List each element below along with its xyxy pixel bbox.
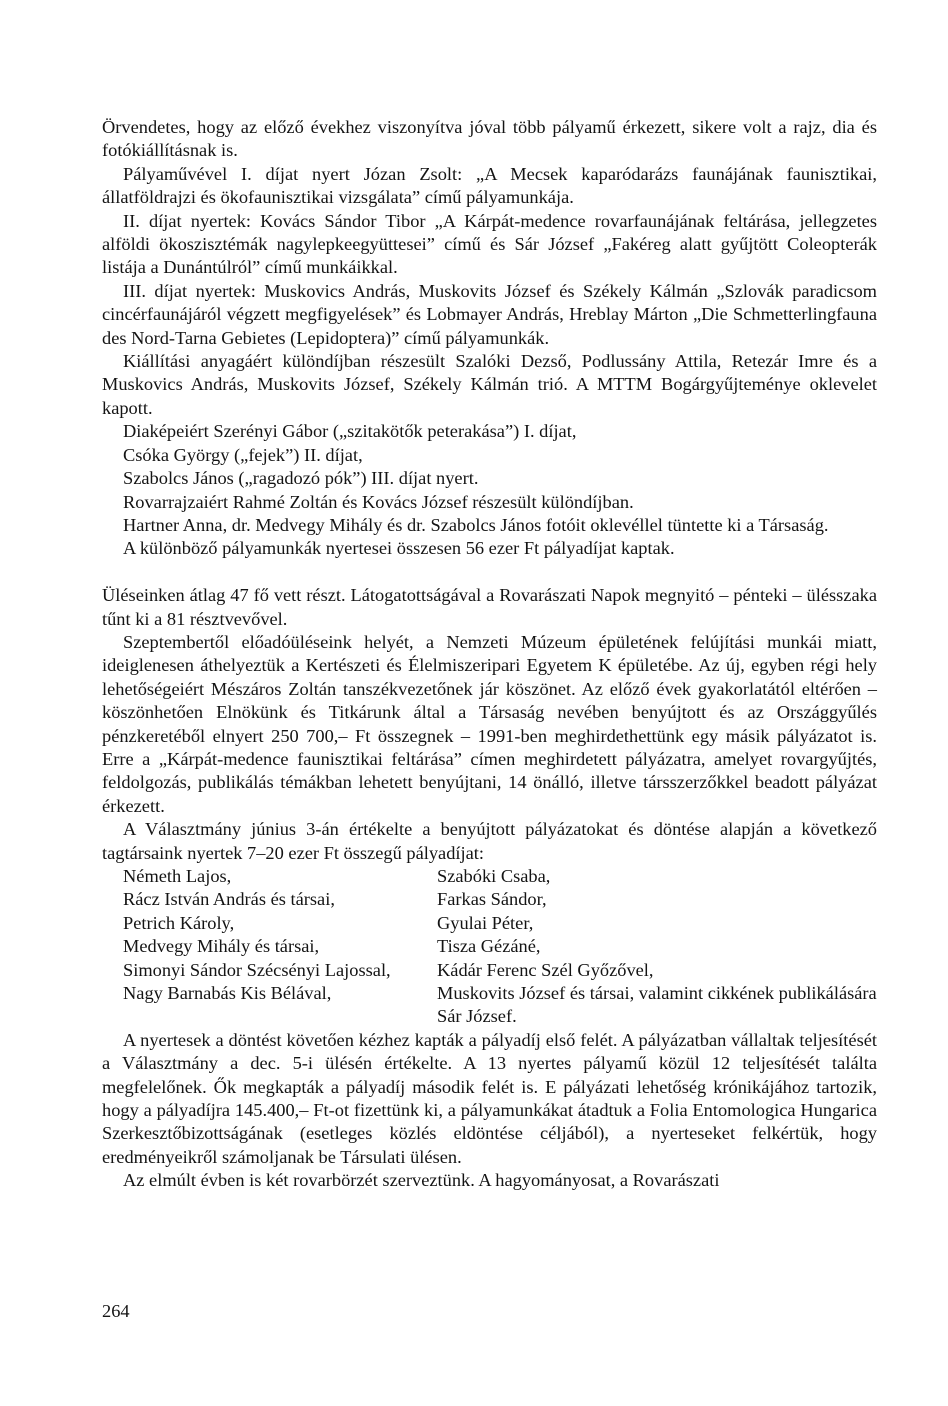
paragraph: Rovarrajzaiért Rahmé Zoltán és Kovács József részesült különdíjban. xyxy=(123,491,634,512)
winner-name-left: Medvegy Mihály és társai, xyxy=(123,936,320,957)
winners-list xyxy=(102,865,877,1029)
winner-name-left: Németh Lajos, xyxy=(123,865,232,886)
paragraph: Pályaművével I. díjat nyert Józan Zsolt: „A Mecsek kaparódarázs faunájának faunisztikai, állatföldrajzi és ökofaunisztikai vizsgálata” című pályamunkája. xyxy=(102,163,877,208)
winner-name-left: Rácz István András és társai, xyxy=(123,889,335,910)
winner-name-left: Petrich Károly, xyxy=(123,912,235,933)
grant-followup-section xyxy=(102,1029,877,1193)
section-gap xyxy=(102,561,877,584)
winner-row xyxy=(102,912,877,935)
winner-name-right: Szabóki Csaba, xyxy=(437,865,551,886)
paragraph: Szeptembertől előadóüléseink helyét, a Nemzeti Múzeum épületének felújítási munkái miatt, ideiglenesen áthelyeztük a Kertészeti és Élelmiszeripari Egyetem K épületébe. Az új, egyben régi hely lehetőségeiért Mészáros Zoltán tanszékvezetőnek jár köszönet. Az előző évek gyakorlatától eltérően – köszönhetően Elnökünk és Titkárunk által a Társaság nevében benyújtott és az Országgyűlés pénzkeretéből elnyert 250 700,– Ft összegnek – 1991-ben meghirdethettünk egy másik pályázatot is. Erre a „Kárpát-medence faunisztikai feltárása” címen meghirdetett pályázatra, amelyet rovargyűjtés, feldolgozás, publikálás témákban lehetett benyújtani, 14 önálló, illetve társszerzőkkel beadott pályázat érkezett. xyxy=(102,631,877,816)
winner-name-left: Nagy Barnabás Kis Bélával, xyxy=(123,983,332,1004)
winner-row xyxy=(102,935,877,958)
winner-name-right: Gyulai Péter, xyxy=(437,912,534,933)
winner-row xyxy=(102,959,877,982)
paragraph: A Választmány június 3-án értékelte a benyújtott pályázatokat és döntése alapján a következő tagtársaink nyertek 7–20 ezer Ft összegű pályadíjat: xyxy=(102,819,877,863)
paragraph: A nyertesek a döntést követően kézhez kapták a pályadíj első felét. A pályázatban vállaltak teljesítését a Választmány a dec. 5-i ülésén értékelte. A 13 nyertes pályamű közül 12 teljesítését találta megfelelőnek. Ők megkapták a pályadíj második felét is. E pályázati lehetőség krónikájához tartozik, hogy a pályadíjra 145.400,– Ft-ot fizettünk ki, a pályamunkákat átadtuk a Folia Entomologica Hungarica Szerkesztőbizottságának (esetleges közlés eldöntése céljából), a nyerteseket felkértük, hogy eredményeikről számoljanak be Társulati ülésen. xyxy=(102,1029,877,1167)
page-number: 264 xyxy=(102,1301,130,1321)
meetings-section xyxy=(102,584,877,865)
winner-name-left: Simonyi Sándor Szécsényi Lajossal, xyxy=(123,959,391,980)
winner-row xyxy=(102,865,877,888)
paragraph: Kiállítási anyagáért különdíjban részesült Szalóki Dezső, Podlussány Attila, Retezár Imre és a Muskovics András, Muskovits József, Székely Kálmán trió. A MTTM Bogárgyűjteménye oklevelet kapott. xyxy=(102,351,877,418)
winner-name-right: Muskovits József és társai, valamint cikkének publikálására Sár József. xyxy=(437,983,877,1027)
winner-name-right: Farkas Sándor, xyxy=(437,889,547,910)
paragraph: Csóka György („fejek”) II. díjat, xyxy=(123,444,363,465)
paragraph: Örvendetes, hogy az előző évekhez viszonyítva jóval több pályamű érkezett, sikere volt a rajz, dia és fotókiállításnak is. xyxy=(102,117,877,161)
paragraph: Szabolcs János („ragadozó pók”) III. díjat nyert. xyxy=(123,468,479,489)
winner-name-right: Tisza Gézáné, xyxy=(437,936,541,957)
paragraph: Az elmúlt évben is két rovarbörzét szerveztünk. A hagyományosat, a Rovarászati xyxy=(123,1170,720,1191)
paragraph: III. díjat nyertek: Muskovics András, Muskovits József és Székely Kálmán „Szlovák paradicsom cincérfaunájáról végzett megfigyelések” és Lobmayer András, Hreblay Márton „Die Schmetterlingfauna des Nord-Tarna Gebietes (Lepidoptera)” című pályamunkák. xyxy=(102,280,877,348)
winner-row xyxy=(102,982,877,1029)
body-text xyxy=(102,116,877,1193)
paragraph: Diaképeiért Szerényi Gábor („szitakötők peterakása”) I. díjat, xyxy=(123,421,577,442)
paragraph: II. díjat nyertek: Kovács Sándor Tibor „A Kárpát-medence rovarfaunájának feltárása, jellegzetes alföldi ökoszisztémák nagylepkeegyüttesei” című és Sár József „Fakéreg alatt gyűjtött Coleopterák listája a Dunántúlról” című munkáikkal. xyxy=(102,210,877,278)
paragraph: A különböző pályamunkák nyertesei összesen 56 ezer Ft pályadíjat kaptak. xyxy=(123,538,675,559)
paragraph: Üléseinken átlag 47 fő vett részt. Látogatottságával a Rovarászati Napok megnyitó – pénteki – ülésszaka tűnt ki a 81 résztvevővel. xyxy=(102,585,877,629)
winner-name-right: Kádár Ferenc Szél Győzővel, xyxy=(437,959,654,980)
competition-results-section xyxy=(102,116,877,561)
winner-row xyxy=(102,888,877,911)
paragraph: Hartner Anna, dr. Medvegy Mihály és dr. Szabolcs János fotóit oklevéllel tüntette ki a Társaság. xyxy=(123,514,829,535)
